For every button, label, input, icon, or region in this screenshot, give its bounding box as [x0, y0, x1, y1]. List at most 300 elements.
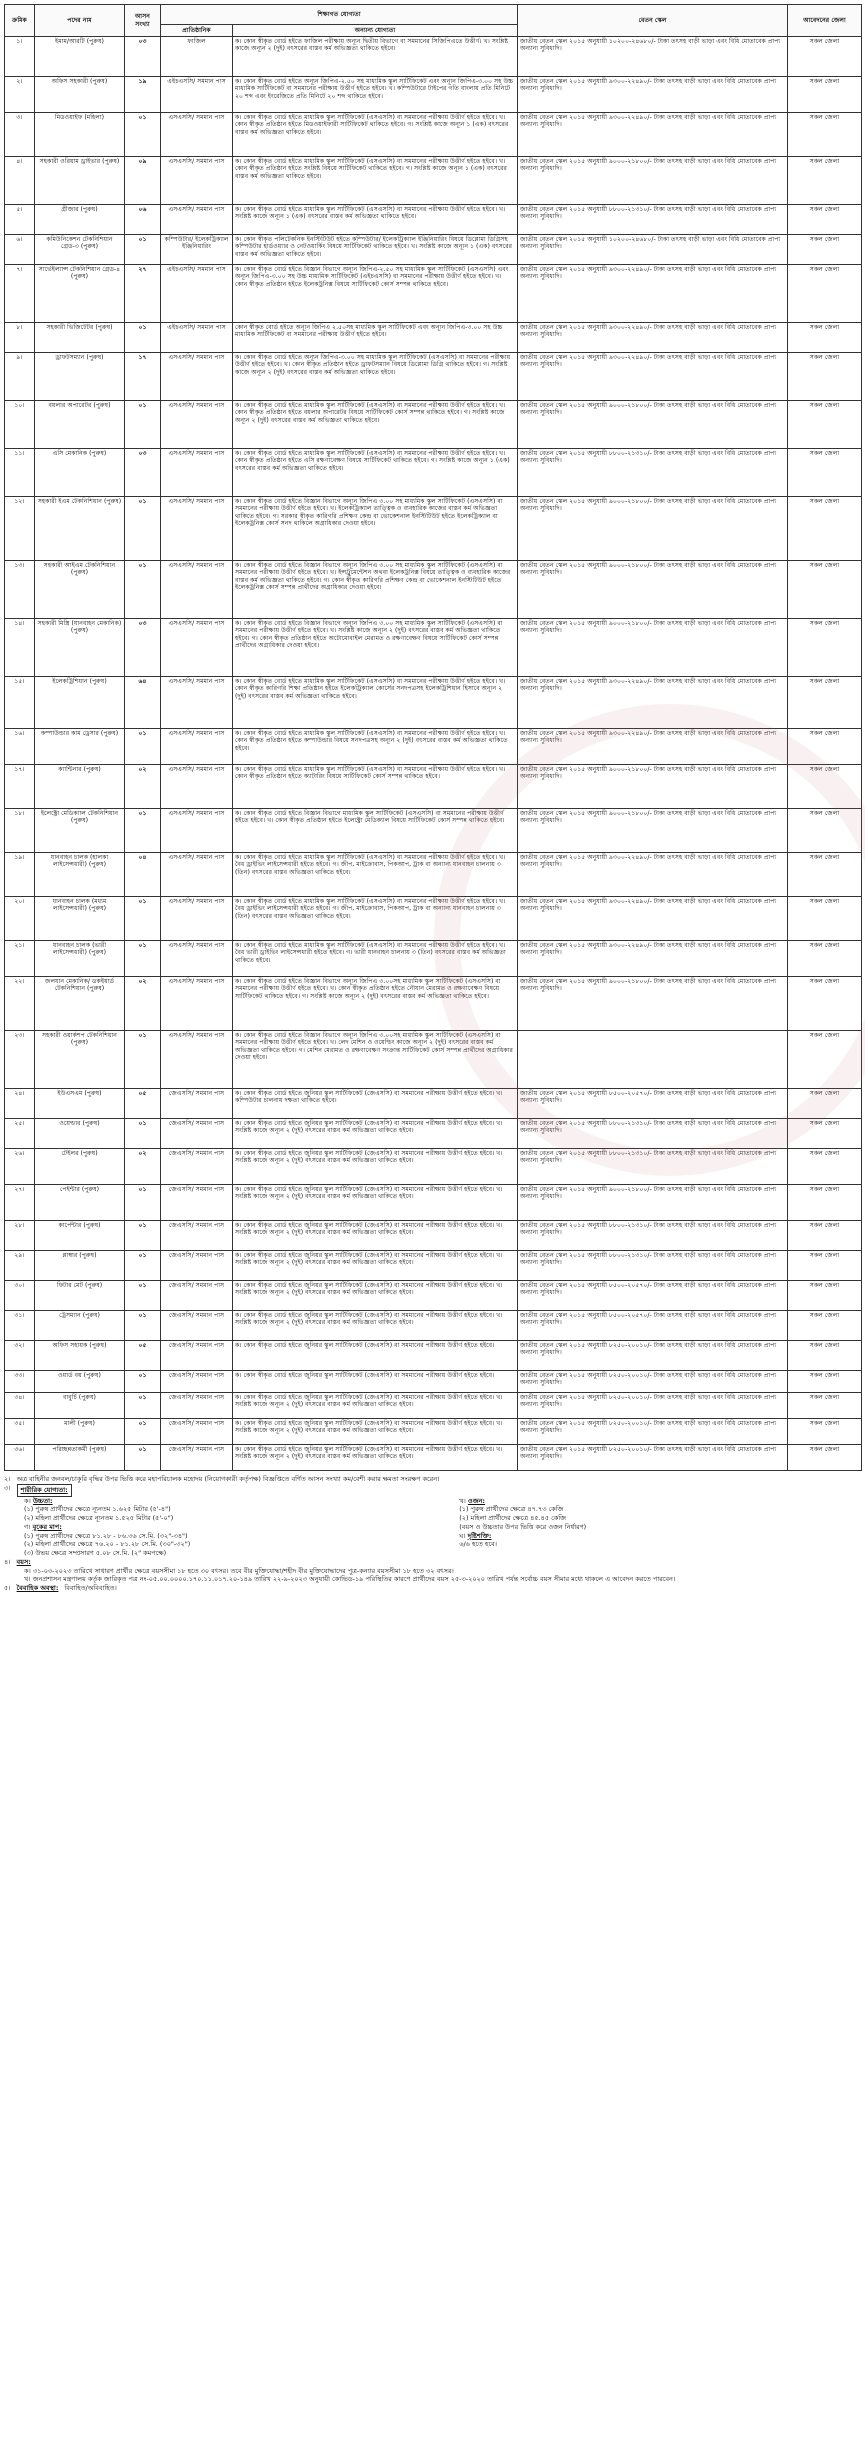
cell-institutional: এসএসসি/ সমমান পাস: [161, 729, 233, 765]
cell-district: সকল জেলা: [788, 1251, 862, 1281]
recruitment-table: [4, 4, 862, 1471]
cell-post-name: এসি মেকানিক (পুরুষ): [35, 449, 125, 497]
height-title: উচ্চতা:: [32, 1496, 53, 1505]
table-row: [5, 1251, 862, 1281]
table-row: [5, 235, 862, 265]
cell-institutional: এসএসসি/ সমমান পাস: [161, 677, 233, 729]
cell-other-qualification: ক। কোন স্বীকৃত বোর্ড হইতে মাধ্যমিক স্কুল সার্টিফিকেট (এসএসসি) বা সমমানের পরীক্ষায় উত্তীর্ণ হইতে হইবে। খ। কোন স্বীকৃত প্রতিষ্ঠান হইতে কম্পাউন্ডার বিষয়ে সনদপত্রসহ অন্যূন ২ (দুই) বৎসরের বাস্তব কর্ম অভিজ্ঞতা থাকিতে হইবে।: [233, 729, 518, 765]
table-row: [5, 1371, 862, 1393]
cell-seats: ০১: [125, 113, 161, 157]
cell-other-qualification: কোন স্বীকৃত বোর্ড হইতে অন্যূন জিপিএ ২.৫০সহ মাধ্যমিক স্কুল সার্টিফিকেট এবং অন্যূন জিপিএ-৩.০০ সহ উচ্চ মাধ্যমিক সার্টিফিকেট বা সমমানের পরীক্ষায় উত্তীর্ণ হইতে হইবে।: [233, 323, 518, 353]
weight-title: ওজন:: [467, 1496, 486, 1505]
physical-grid: ক। উচ্চতা: (১) পুরুষ প্রার্থীদের ক্ষেত্রে ন্যূনতম ১.৬২৫ মিটার (৫'-৪") (২) মহিলা প্রার্থীদের ক্ষেত্রে ন্যূনতম ১.৫২৫ মিটার (৫'-০") গ। বুকের মাপ: (১) পুরুষ প্রার্থীদের ক্ষেত্রে ৮১.২৮ - ৮৬.৩৬ সে.মি. (৩২"-৩৪") (২) মহিলা প্রার্থীদের ক্ষেত্রে ৭৬.২০ - ৮১.২৮ সে.মি. (৩০"-৩২") (৩) উভয় ক্ষেত্রে সম্প্রসারণ ৫.০৮ সে.মি. (২" কমপক্ষে) খ। ওজন: (১) পুরুষ প্রার্থীদের ক্ষেত্রে ৪৭.৭৩ কেজি (২) মহিলা প্রার্থীদের ক্ষেত্রে ৪৫.৪৫ কেজি (বয়স ও উচ্চতার উপর ভিত্তি করে ওজন নির্ধারণ) ঘ। দৃষ্টিশক্তি: ৬/৬ হতে হবে।: [24, 1496, 587, 1558]
cell-institutional: জেএসসি/ সমমান পাস: [161, 1311, 233, 1341]
cell-post-name: প্লাম্বার (পুরুষ): [35, 1251, 125, 1281]
age-title: বয়স:: [16, 1557, 31, 1566]
cell-seats: ০১: [125, 1281, 161, 1311]
cell-other-qualification: ক। কোন স্বীকৃত বোর্ড হইতে জুনিয়র স্কুল সার্টিফিকেট (জেএসসি) বা সমমানের পরীক্ষায় উত্তীর্ণ হইতে হইবে। খ। সংশ্লিষ্ট কাজে অন্যূন ২ (দুই) বৎসরের বাস্তব কর্ম অভিজ্ঞতা থাকিতে হইবে।: [233, 1419, 518, 1445]
cell-serial: ১১।: [5, 449, 35, 497]
cell-pay-scale: জাতীয় বেতন স্কেল ২০১৫ অনুযায়ী ৮৮০০-২১৩১০/- টাকা তৎসহ বাড়ী ভাড়া এবং বিধি মোতাবেক প্রাপ্য অন্যান্য সুবিধাদি।: [518, 205, 788, 235]
cell-institutional: এসএসসি/ সমমান পাস: [161, 497, 233, 561]
chest-title: বুকের মাপ:: [32, 1522, 62, 1531]
cell-seats: ০১: [125, 1221, 161, 1251]
cell-other-qualification: ক। কোন স্বীকৃত বোর্ড হইতে জুনিয়র স্কুল সার্টিফিকেট (জেএসসি) বা সমমানের পরীক্ষায় উত্তীর্ণ হইতে হইবে।: [233, 1371, 518, 1393]
cell-district: সকল জেলা: [788, 729, 862, 765]
cell-other-qualification: ক। কোন স্বীকৃত বোর্ড হইতে জুনিয়র স্কুল সার্টিফিকেট (জেএসসি) বা সমমানের পরীক্ষায় উত্তীর্ণ হইতে হইবে। খ। সংশ্লিষ্ট কাজে অন্যূন ২ (দুই) বৎসরের বাস্তব কর্ম অভিজ্ঞতা থাকিতে হইবে।: [233, 1281, 518, 1311]
cell-other-qualification: ক। কোন স্বীকৃত বোর্ড হইতে জুনিয়র স্কুল সার্টিফিকেট (জেএসসি) বা সমমানের পরীক্ষায় উত্তীর্ণ হইতে হইবে।: [233, 1341, 518, 1371]
cell-serial: ৩৬।: [5, 1445, 35, 1471]
cell-district: সকল জেলা: [788, 1281, 862, 1311]
cell-serial: ২১।: [5, 941, 35, 977]
cell-other-qualification: ক। কোন স্বীকৃত বোর্ড হইতে বিজ্ঞান বিভাগে অন্যূন জিপিএ ৩.০০ সহ মাধ্যমিক স্কুল সার্টিফিকেট (এসএসসি) বা সমমানের পরীক্ষায় উত্তীর্ণ হইতে হইবে। খ। সংশ্লিষ্ট কাজে অন্যূন ২ (দুই) বৎসরের বাস্তব কর্ম অভিজ্ঞতা থাকিতে হইবে। গ। কোন স্বীকৃত প্রতিষ্ঠান হইতে অটোমোবাইল মেরামত ও রক্ষণাবেক্ষণ বিষয়ে সার্টিফিকেট কোর্স সম্পন্ন প্রার্থীদের অগ্রাধিকার দেওয়া হইবে।: [233, 619, 518, 677]
cell-pay-scale: জাতীয় বেতন স্কেল ২০১৫ অনুযায়ী ৯৩০০-২২৪৯০/- টাকা তৎসহ বাড়ী ভাড়া এবং বিধি মোতাবেক প্রাপ্য অন্যান্য সুবিধাদি।: [518, 77, 788, 113]
cell-seats: ০১: [125, 1371, 161, 1393]
cell-seats: ০১: [125, 401, 161, 449]
note-2: ২। অত্র বাহিনীর জনবল/চাকুরি বৃদ্ধির উপর ভিত্তি করে মহাপরিচালক মহোদয় (নিয়োগকারী কর্তৃপক্ষ) বিজ্ঞপ্তিতে বর্ণিত আসন সংখ্যা কম/বেশী করার ক্ষমতা সংরক্ষণ করেন।: [4, 1475, 440, 1483]
cell-district: সকল জেলা: [788, 205, 862, 235]
cell-institutional: এসএসসি/ সমমান পাস: [161, 809, 233, 853]
table-row: [5, 1185, 862, 1221]
cell-district: সকল জেলা: [788, 1445, 862, 1471]
table-row: [5, 809, 862, 853]
cell-seats: ০৩: [125, 619, 161, 677]
cell-post-name: ক্যান্টিনার (পুরুষ): [35, 765, 125, 809]
cell-institutional: এসএসসি/ সমমান পাস: [161, 561, 233, 619]
cell-seats: ০১: [125, 323, 161, 353]
cell-post-name: পরিচ্ছন্নতাকর্মী (পুরুষ): [35, 1445, 125, 1471]
cell-other-qualification: ক। কোন স্বীকৃত বোর্ড হইতে মাধ্যমিক স্কুল সার্টিফিকেট (এসএসসি) বা সমমানের পরীক্ষায় উত্তীর্ণ হইতে হইবে। খ। সংশ্লিষ্ট কাজে অন্যূন ১ (এক) বৎসরের বাস্তব কর্ম অভিজ্ঞতা থাকিতে হইবে।: [233, 205, 518, 235]
cell-pay-scale: জাতীয় বেতন স্কেল ২০১৫ অনুযায়ী ৮৫০০-২০৫৭০/- টাকা তৎসহ বাড়ী ভাড়া এবং বিধি মোতাবেক প্রাপ্য অন্যান্য সুবিধাদি।: [518, 1311, 788, 1341]
cell-pay-scale: জাতীয় বেতন স্কেল ২০১৫ অনুযায়ী ৯৩০০-২২৪৯০/- টাকা তৎসহ বাড়ী ভাড়া এবং বিধি মোতাবেক প্রাপ্য অন্যান্য সুবিধাদি।: [518, 113, 788, 157]
cell-district: সকল জেলা: [788, 1341, 862, 1371]
cell-serial: ৬।: [5, 235, 35, 265]
cell-seats: ০৬: [125, 205, 161, 235]
table-row: [5, 765, 862, 809]
cell-other-qualification: ক। কোন স্বীকৃত বোর্ড হইতে অন্যূন জিপিএ-৩.০০ সহ মাধ্যমিক স্কুল সার্টিফিকেট (এসএসসি) বা সমমানের পরীক্ষায় উত্তীর্ণ হইতে হইবে। খ। কোন স্বীকৃত প্রতিষ্ঠান হইতে ড্রাফটসম্যান বিষয়ে ডিপ্লোমা ডিগ্রি থাকিতে হইবে। গ। সংশ্লিষ্ট কাজে অন্যূন ২ (দুই) বৎসরের বাস্তব কর্ম অভিজ্ঞতা থাকিতে হইবে।: [233, 353, 518, 401]
table-row: [5, 1281, 862, 1311]
cell-district: সকল জেলা: [788, 113, 862, 157]
cell-other-qualification: ক। কোন স্বীকৃত বোর্ড হইতে মাধ্যমিক স্কুল সার্টিফিকেট (এসএসসি) বা সমমানের পরীক্ষায় উত্তীর্ণ হইতে হইবে। খ। বৈধ ড্রাইভিং লাইসেন্সধারী হইতে হইবে। গ। জীপ, মাইক্রোবাস, পিকআপ, ট্রাক বা অন্যান্য যানবাহন চালনায় ৩ (তিন) বৎসরের বাস্তব অভিজ্ঞতা থাকিতে হইবে।: [233, 897, 518, 941]
cell-district: সকল জেলা: [788, 37, 862, 77]
table-row: [5, 113, 862, 157]
cell-pay-scale: জাতীয় বেতন স্কেল ২০১৫ অনুযায়ী ৮২৫০-২০০১০/- টাকা তৎসহ বাড়ী ভাড়া এবং বিধি মোতাবেক প্রাপ্য অন্যান্য সুবিধাদি।: [518, 1371, 788, 1393]
cell-serial: ১২।: [5, 497, 35, 561]
cell-post-name: কার্পেন্টার (পুরুষ): [35, 1221, 125, 1251]
header-seats: আসন সংখ্যা: [125, 5, 161, 37]
cell-district: সকল জেলা: [788, 809, 862, 853]
cell-institutional: জেএসসি/ সমমান পাস: [161, 1281, 233, 1311]
table-row: [5, 897, 862, 941]
cell-seats: ০১: [125, 1031, 161, 1089]
cell-other-qualification: ক। কোন স্বীকৃত বোর্ড হইতে জুনিয়র স্কুল সার্টিফিকেট (জেএসসি) বা সমমানের পরীক্ষায় উত্তীর্ণ হইতে হইবে। খ। সংশ্লিষ্ট কাজে অন্যূন ২ (দুই) বৎসরের বাস্তব কর্ম অভিজ্ঞতা থাকিতে হইবে।: [233, 1251, 518, 1281]
cell-serial: ৩।: [5, 113, 35, 157]
cell-pay-scale: জাতীয় বেতন স্কেল ২০১৫ অনুযায়ী ৮৮০০-২১৩১০/- টাকা তৎসহ বাড়ী ভাড়া এবং বিধি মোতাবেক প্রাপ্য অন্যান্য সুবিধাদি।: [518, 1119, 788, 1149]
cell-institutional: এসএসসি/ সমমান পাস: [161, 897, 233, 941]
cell-pay-scale: জাতীয় বেতন স্কেল ২০১৫ অনুযায়ী ৮২৫০-২০০১০/- টাকা তৎসহ বাড়ী ভাড়া এবং বিধি মোতাবেক প্রাপ্য অন্যান্য সুবিধাদি।: [518, 1393, 788, 1419]
table-row: [5, 1341, 862, 1371]
table-row: [5, 1221, 862, 1251]
cell-post-name: কমিউনিকেশন টেকনিশিয়ান গ্রেড-৩ (পুরুষ): [35, 235, 125, 265]
cell-other-qualification: ক। কোন স্বীকৃত বোর্ড হইতে মাধ্যমিক স্কুল সার্টিফিকেট (এসএসসি) বা সমমানের পরীক্ষায় উত্তীর্ণ হইতে হইবে। খ। বৈধ ভারী ড্রাইভিং লাইসেন্সধারী হইতে হইবে। গ। ভারী যানবাহন চালনায় ৩ (তিন) বৎসরের বাস্তব কর্ম অভিজ্ঞতা থাকিতে হইবে।: [233, 941, 518, 977]
cell-district: সকল জেলা: [788, 1371, 862, 1393]
cell-institutional: এসএসসি/ সমমান পাস: [161, 205, 233, 235]
cell-institutional: এসএসসি/ সমমান পাস: [161, 977, 233, 1031]
cell-pay-scale: জাতীয় বেতন স্কেল ২০১৫ অনুযায়ী ৯৩০০-২২৪৯০/- টাকা তৎসহ বাড়ী ভাড়া এবং বিধি মোতাবেক প্রাপ্য অন্যান্য সুবিধাদি।: [518, 323, 788, 353]
header-district: আবেদনের জেলা: [788, 5, 862, 37]
cell-post-name: সহকারী মিস্ত্রি (যানবাহন মেকানিক) (পুরুষ): [35, 619, 125, 677]
cell-other-qualification: ক। কোন স্বীকৃত বোর্ড হইতে জুনিয়র স্কুল সার্টিফিকেট (জেএসসি) বা সমমানের পরীক্ষায় উত্তীর্ণ হইতে হইবে। খ। সংশ্লিষ্ট কাজে অন্যূন ২ (দুই) বৎসরের বাস্তব কর্ম অভিজ্ঞতা থাকিতে হইবে।: [233, 1119, 518, 1149]
cell-pay-scale: জাতীয় বেতন স্কেল ২০১৫ অনুযায়ী ৮২৫০-২০০১০/- টাকা তৎসহ বাড়ী ভাড়া এবং বিধি মোতাবেক প্রাপ্য অন্যান্য সুবিধাদি।: [518, 1445, 788, 1471]
cell-other-qualification: ক। কোন স্বীকৃত বোর্ড হইতে মাধ্যমিক স্কুল সার্টিফিকেট (এসএসসি) বা সমমানের পরীক্ষায় উত্তীর্ণ হইতে হইবে। খ। কোন স্বীকৃত কারিগরি শিক্ষা প্রতিষ্ঠান হইতে ইলেকট্রিক্যাল কোর্সের সনদপত্রসহ ইলেকট্রিশিয়ান হিসাবে অন্যূন ২ (দুই) বৎসরের বাস্তব কর্ম অভিজ্ঞতা থাকিতে হইবে।: [233, 677, 518, 729]
cell-post-name: ফিটার মেট (পুরুষ): [35, 1281, 125, 1311]
cell-pay-scale: জাতীয় বেতন স্কেল ২০১৫ অনুযায়ী ৯০০০-২১৮০০/- টাকা তৎসহ বাড়ী ভাড়া এবং বিধি মোতাবেক প্রাপ্য অন্যান্য সুবিধাদি।: [518, 765, 788, 809]
cell-post-name: সহকারী আইএম টেকনিশিয়ান (পুরুষ): [35, 561, 125, 619]
cell-serial: ৮।: [5, 323, 35, 353]
cell-serial: ১৬।: [5, 729, 35, 765]
cell-pay-scale: জাতীয় বেতন স্কেল ২০১৫ অনুযায়ী ৯৩০০-২২৪৯০/- টাকা তৎসহ বাড়ী ভাড়া এবং বিধি মোতাবেক প্রাপ্য অন্যান্য সুবিধাদি।: [518, 897, 788, 941]
cell-post-name: গ্রীজার (পুরুষ): [35, 205, 125, 235]
cell-district: সকল জেলা: [788, 235, 862, 265]
cell-post-name: সহকারী ভিজিটেটর (পুরুষ): [35, 323, 125, 353]
cell-post-name: পেইন্টার (পুরুষ): [35, 1185, 125, 1221]
cell-serial: ৩৪।: [5, 1393, 35, 1419]
cell-serial: ১৩।: [5, 561, 35, 619]
cell-other-qualification: ক। কোন স্বীকৃত বোর্ড হইতে জুনিয়র স্কুল সার্টিফিকেট (জেএসসি) বা সমমানের পরীক্ষায় উত্তীর্ণ হইতে হইবে। খ। সংশ্লিষ্ট কাজে অন্যূন ২ (দুই) বৎসরের বাস্তব কর্ম অভিজ্ঞতা থাকিতে হইবে।: [233, 1393, 518, 1419]
table-row: [5, 1119, 862, 1149]
cell-district: সকল জেলা: [788, 401, 862, 449]
cell-pay-scale: জাতীয় বেতন স্কেল ২০১৫ অনুযায়ী ৯০০০-২১৮০০/- টাকা তৎসহ বাড়ী ভাড়া এবং বিধি মোতাবেক প্রাপ্য অন্যান্য সুবিধাদি।: [518, 1185, 788, 1221]
cell-seats: ২৭: [125, 265, 161, 323]
cell-institutional: এসএসসি/ সমমান পাস: [161, 401, 233, 449]
cell-district: সকল জেলা: [788, 497, 862, 561]
cell-other-qualification: ক। কোন স্বীকৃত বোর্ড হইতে বিজ্ঞান বিভাগে অন্যূন জিপিএ ৩.০০ সহ মাধ্যমিক স্কুল সার্টিফিকেট (এসএসসি) বা সমমানের পরীক্ষায় উত্তীর্ণ হইতে হইবে। খ। ইলেকট্রিক্যাল তাত্ত্বিক ও ব্যবহারিক কাজের বাস্তব কর্ম অভিজ্ঞতা থাকিতে হইবে। গ। সরকার স্বীকৃত কারিগরি প্রশিক্ষণ কেন্দ্র বা ভোকেশনাল ইনস্টিটিউট হইতে ইলেকট্রিক্যাল বা ইলেকট্রনিক্স কোর্স সনদ থাকিলে অগ্রাধিকার দেওয়া হইবে।: [233, 497, 518, 561]
cell-post-name: ওয়েল্ডার (পুরুষ): [35, 1119, 125, 1149]
cell-post-name: ড্রাফটসম্যান (পুরুষ): [35, 353, 125, 401]
cell-institutional: জেএসসি/ সমমান পাস: [161, 1393, 233, 1419]
cell-pay-scale: জাতীয় বেতন স্কেল ২০১৫ অনুযায়ী ৮৫০০-২০৫৭০/- টাকা তৎসহ বাড়ী ভাড়া এবং বিধি মোতাবেক প্রাপ্য অন্যান্য সুবিধাদি।: [518, 1089, 788, 1119]
cell-pay-scale: জাতীয় বেতন স্কেল ২০১৫ অনুযায়ী ৮৮০০-২১৩১০/- টাকা তৎসহ বাড়ী ভাড়া এবং বিধি মোতাবেক প্রাপ্য অন্যান্য সুবিধাদি।: [518, 1251, 788, 1281]
cell-pay-scale: জাতীয় বেতন স্কেল ২০১৫ অনুযায়ী ৯০০০-২১৮০০/- টাকা তৎসহ বাড়ী ভাড়া এবং বিধি মোতাবেক প্রাপ্য অন্যান্য সুবিধাদি।: [518, 157, 788, 205]
cell-institutional: জেএসসি/ সমমান পাস: [161, 1419, 233, 1445]
cell-seats: ০১: [125, 729, 161, 765]
cell-serial: ২৬।: [5, 1149, 35, 1185]
cell-institutional: জেএসসি/ সমমান পাস: [161, 1089, 233, 1119]
table-row: [5, 977, 862, 1031]
cell-pay-scale: জাতীয় বেতন স্কেল ২০১৫ অনুযায়ী ৮৫০০-২০৫৭০/- টাকা তৎসহ বাড়ী ভাড়া এবং বিধি মোতাবেক প্রাপ্য অন্যান্য সুবিধাদি।: [518, 1281, 788, 1311]
table-row: [5, 37, 862, 77]
cell-other-qualification: ক। কোন স্বীকৃত বোর্ড হইতে জুনিয়র স্কুল সার্টিফিকেট (জেএসসি) বা সমমানের পরীক্ষায় উত্তীর্ণ হইতে হইবে। খ। সংশ্লিষ্ট কাজে অন্যূন ২ (দুই) বৎসরের বাস্তব কর্ম অভিজ্ঞতা থাকিতে হইবে।: [233, 1445, 518, 1471]
cell-pay-scale: জাতীয় বেতন স্কেল ২০১৫ অনুযায়ী ৯০০০-২১৮০০/- টাকা তৎসহ বাড়ী ভাড়া এবং বিধি মোতাবেক প্রাপ্য অন্যান্য সুবিধাদি।: [518, 497, 788, 561]
cell-serial: ১৪।: [5, 619, 35, 677]
cell-institutional: এসএসসি/ সমমান পাস: [161, 765, 233, 809]
notes-section: ২। অত্র বাহিনীর জনবল/চাকুরি বৃদ্ধির উপর ভিত্তি করে মহাপরিচালক মহোদয় (নিয়োগকারী কর্তৃপক্ষ) বিজ্ঞপ্তিতে বর্ণিত আসন সংখ্যা কম/বেশী করার ক্ষমতা সংরক্ষণ করেন। ৩। শারীরিক যোগ্যতা: ক। উচ্চতা: (১) পুরুষ প্রার্থীদের ক্ষেত্রে ন্যূনতম ১.৬২৫ মিটার (৫'-৪") (২) মহিলা প্রার্থীদের ক্ষেত্রে ন্যূনতম ১.৫২৫ মিটার (৫'-০") গ। বুকের মাপ: (১) পুরুষ প্রার্থীদের ক্ষেত্রে ৮১.২৮ - ৮৬.৩৬ সে.মি. (৩২"-৩৪") (২) মহিলা প্রার্থীদের ক্ষেত্রে ৭৬.২০ - ৮১.২৮ সে.মি. (৩০"-৩২") (৩) উভয় ক্ষেত্রে সম্প্রসারণ ৫.০৮ সে.মি. (২" কমপক্ষে) খ। ওজন: (১) পুরুষ প্রার্থীদের ক্ষেত্রে ৪৭.৭৩ কেজি (২) মহিলা প্রার্থীদের ক্ষেত্রে ৪৫.৪৫ কেজি (বয়স ও উচ্চতার উপর ভিত্তি করে ওজন নির্ধারণ) ঘ। দৃষ্টিশক্তি: ৬/৬ হতে হবে। ৪। বয়স: ক। ৩১-০৩-২০২৩ তারিখে সাধারণ প্রার্থীর ক্ষেত্রে বয়সসীমা ১৮ হতে ৩০ বৎসর। তবে বীর মুক্তিযোদ্ধা/শহীদ বীর মুক্তিযোদ্ধাদের পুত্র-কন্যার বয়সসীমা ১৮ হতে ৩২ বৎসর। খ। জনপ্রশাসন মন্ত্রণালয় কর্তৃক জারিকৃত পত্র নং-০৫.০০.০০০০.১৭০.১১.০১৭.২০-১৪৯ তারিখ ২২-৯-২০২৩ অনুযায়ী কোভিড-১৯ পরিস্থিতির কারণে প্রার্থীদের বয়স ২৫-৩-২০২০ তারিখ পর্যন্ত সর্বোচ্চ বয়স সীমার মধ্যে থাকলে এ আবেদন করতে পারবেন। ৫। বৈবাহিক অবস্থা: বিবাহিত/অবিবাহিত।: [4, 1475, 861, 1593]
cell-post-name: ইলেকট্রিশিয়ান (পুরুষ): [35, 677, 125, 729]
cell-serial: ৩৩।: [5, 1371, 35, 1393]
cell-post-name: ট্রেসম্যান (পুরুষ): [35, 1311, 125, 1341]
cell-seats: ১৭: [125, 353, 161, 401]
cell-serial: ২।: [5, 77, 35, 113]
cell-post-name: মিডওয়াইফ (মহিলা): [35, 113, 125, 157]
cell-district: সকল জেলা: [788, 353, 862, 401]
cell-pay-scale: জাতীয় বেতন স্কেল ২০১৫ অনুযায়ী ১০২০০-২৪৬৮০/- টাকা তৎসহ বাড়ী ভাড়া এবং বিধি মোতাবেক প্রাপ্য অন্যান্য সুবিধাদি।: [518, 235, 788, 265]
cell-seats: ০১: [125, 1393, 161, 1419]
cell-post-name: সহকারী ওরিয়াম ড্রাইভার (পুরুষ): [35, 157, 125, 205]
cell-seats: ০১: [125, 941, 161, 977]
cell-institutional: এইচএসসি/ সমমান পাস: [161, 265, 233, 323]
cell-serial: ১৮।: [5, 809, 35, 853]
cell-institutional: এসএসসি/ সমমান পাস: [161, 157, 233, 205]
table-row: [5, 1031, 862, 1089]
table-row: [5, 323, 862, 353]
cell-district: সকল জেলা: [788, 77, 862, 113]
cell-institutional: এসএসসি/ সমমান পাস: [161, 353, 233, 401]
cell-post-name: ইউএসএম (পুরুষ): [35, 1089, 125, 1119]
cell-seats: ০৯: [125, 157, 161, 205]
cell-institutional: জেএসসি/ সমমান পাস: [161, 1185, 233, 1221]
cell-post-name: বাবুর্চি (পুরুষ): [35, 1393, 125, 1419]
cell-seats: ১৯: [125, 77, 161, 113]
cell-institutional: এসএসসি/ সমমান পাস: [161, 941, 233, 977]
cell-other-qualification: ক। কোন স্বীকৃত বোর্ড হইতে বিজ্ঞান বিভাগে অন্যূন জিপিএ-২.৫০ সহ মাধ্যমিক স্কুল সার্টিফিকেট (এসএসসি) এবং অন্যূন জিপিএ-৩.০০ সহ উচ্চ মাধ্যমিক সার্টিফিকেট (এইচএসসি) বা সমমানের পরীক্ষায় উত্তীর্ণ হইতে হইবে। খ। কোন স্বীকৃত প্রতিষ্ঠান হইতে ইলেকট্রনিক্স বিষয়ে সার্টিফিকেট কোর্স সম্পন্ন থাকিতে হইবে।: [233, 265, 518, 323]
cell-serial: ১৭।: [5, 765, 35, 809]
cell-pay-scale: জাতীয় বেতন স্কেল ২০১৫ অনুযায়ী ৯০০০-২১৮০০/- টাকা তৎসহ বাড়ী ভাড়া এবং বিধি মোতাবেক প্রাপ্য অন্যান্য সুবিধাদি।: [518, 809, 788, 853]
table-row: [5, 401, 862, 449]
cell-district: সকল জেলা: [788, 1185, 862, 1221]
physical-title: শারীরিক যোগ্যতা:: [17, 1484, 72, 1497]
table-row: [5, 619, 862, 677]
cell-post-name: অফিস সহায়ক (পুরুষ): [35, 1341, 125, 1371]
cell-other-qualification: ক। কোন স্বীকৃত বোর্ড হইতে অন্যূন জিপিএ-২.৫০ সহ মাধ্যমিক স্কুল সার্টিফিকেট এবং অন্যূন জিপিএ-৩.০০ সহ উচ্চ মাধ্যমিক সার্টিফিকেট বা সমমানের পরীক্ষায় উত্তীর্ণ হইতে হইবে। খ। কম্পিউটারে টাইপের গতি বাংলায় প্রতি মিনিটে ২০ শব্দ এবং ইংরেজিতে প্রতি মিনিটে ২০ শব্দ থাকিতে হইবে।: [233, 77, 518, 113]
cell-serial: ২০।: [5, 897, 35, 941]
cell-district: সকল জেলা: [788, 1119, 862, 1149]
cell-seats: ০৫: [125, 1089, 161, 1119]
cell-seats: ০৪: [125, 853, 161, 897]
cell-serial: ২৫।: [5, 1119, 35, 1149]
cell-pay-scale: জাতীয় বেতন স্কেল ২০১৫ অনুযায়ী ৯৩০০-২২৪৯০/- টাকা তৎসহ বাড়ী ভাড়া এবং বিধি মোতাবেক প্রাপ্য অন্যান্য সুবিধাদি।: [518, 853, 788, 897]
cell-serial: ১।: [5, 37, 35, 77]
cell-seats: ০১: [125, 1251, 161, 1281]
cell-district: সকল জেলা: [788, 1031, 862, 1089]
cell-institutional: জেএসসি/ সমমান পাস: [161, 1149, 233, 1185]
table-row: [5, 77, 862, 113]
cell-district: সকল জেলা: [788, 561, 862, 619]
table-row: [5, 677, 862, 729]
cell-pay-scale: জাতীয় বেতন স্কেল ২০১৫ অনুযায়ী ৮৮০০-২১৩১০/- টাকা তৎসহ বাড়ী ভাড়া এবং বিধি মোতাবেক প্রাপ্য অন্যান্য সুবিধাদি।: [518, 1221, 788, 1251]
cell-post-name: জলযান মেকানিক/ ডকইয়ার্ড টেকনিশিয়ান (পুরুষ): [35, 977, 125, 1031]
cell-seats: ০১: [125, 1419, 161, 1445]
cell-post-name: কম্পাউন্ডার কাম ড্রেসার (পুরুষ): [35, 729, 125, 765]
cell-institutional: জেএসসি/ সমমান পাস: [161, 1119, 233, 1149]
cell-serial: ৪।: [5, 157, 35, 205]
table-row: [5, 1419, 862, 1445]
cell-district: সকল জেলা: [788, 941, 862, 977]
cell-post-name: মালী (পুরুষ): [35, 1419, 125, 1445]
cell-district: সকল জেলা: [788, 1311, 862, 1341]
cell-seats: ০১: [125, 809, 161, 853]
cell-institutional: এসএসসি/ সমমান পাস: [161, 1031, 233, 1089]
cell-district: সকল জেলা: [788, 1393, 862, 1419]
cell-other-qualification: ক। কোন স্বীকৃত বোর্ড হইতে মাধ্যমিক স্কুল সার্টিফিকেট (এসএসসি) বা সমমানের পরীক্ষায় উত্তীর্ণ হইতে হইবে। খ। কোন স্বীকৃত প্রতিষ্ঠান হইতে সংশ্লিষ্ট বিষয়ে সার্টিফিকেট থাকিতে হইবে। গ। সংশ্লিষ্ট কাজে অন্যূন ১ (এক) বৎসরের বাস্তব কর্ম অভিজ্ঞতা থাকিতে হইবে।: [233, 157, 518, 205]
cell-pay-scale: জাতীয় বেতন স্কেল ২০১৫ অনুযায়ী ৯০০০-২১৮০০/- টাকা তৎসহ বাড়ী ভাড়া এবং বিধি মোতাবেক প্রাপ্য অন্যান্য সুবিধাদি।: [518, 977, 788, 1031]
cell-post-name: সহকারী ওয়ার্কশপ টেকনিশিয়ান (পুরুষ): [35, 1031, 125, 1089]
cell-pay-scale: জাতীয় বেতন স্কেল ২০১৫ অনুযায়ী ৯০০০-২১৮০০/- টাকা তৎসহ বাড়ী ভাড়া এবং বিধি মোতাবেক প্রাপ্য অন্যান্য সুবিধাদি।: [518, 561, 788, 619]
cell-post-name: ইমাম/আরটি (পুরুষ): [35, 37, 125, 77]
note-4: ৪। বয়স:: [4, 1557, 31, 1566]
cell-post-name: যানবাহন চালক (মধ্যম লাইসেন্সধারী) (পুরুষ): [35, 897, 125, 941]
marital-title: বৈবাহিক অবস্থা:: [16, 1584, 59, 1593]
cell-district: সকল জেলা: [788, 897, 862, 941]
cell-district: সকল জেলা: [788, 157, 862, 205]
cell-serial: ৩০।: [5, 1281, 35, 1311]
cell-other-qualification: ক। কোন স্বীকৃত বোর্ড হইতে মাধ্যমিক স্কুল সার্টিফিকেট (এসএসসি) বা সমমানের পরীক্ষায় উত্তীর্ণ হইতে হইবে। খ। কোন স্বীকৃত প্রতিষ্ঠান হইতে ক্যাটারিং বিষয়ে সার্টিফিকেট কোর্স সম্পন্ন থাকিতে হইবে।: [233, 765, 518, 809]
cell-seats: ০১: [125, 1119, 161, 1149]
cell-district: সকল জেলা: [788, 1419, 862, 1445]
cell-institutional: কম্পিউটার/ ইলেকট্রিক্যাল ইঞ্জিনিয়ারিং: [161, 235, 233, 265]
cell-pay-scale: [518, 1031, 788, 1089]
cell-serial: ২৪।: [5, 1089, 35, 1119]
cell-pay-scale: জাতীয় বেতন স্কেল ২০১৫ অনুযায়ী ৮৮০০-২১৩১০/- টাকা তৎসহ বাড়ী ভাড়া এবং বিধি মোতাবেক প্রাপ্য অন্যান্য সুবিধাদি।: [518, 1149, 788, 1185]
cell-serial: ৩৫।: [5, 1419, 35, 1445]
cell-post-name: বয়লার অপারেটর (পুরুষ): [35, 401, 125, 449]
cell-seats: ০৩: [125, 449, 161, 497]
cell-district: সকল জেলা: [788, 677, 862, 729]
table-body: [5, 37, 862, 1471]
cell-post-name: টেইলর (পুরুষ): [35, 1149, 125, 1185]
cell-seats: ০১: [125, 1311, 161, 1341]
cell-other-qualification: ক। কোন স্বীকৃত বোর্ড হইতে বিজ্ঞান বিভাগে মাধ্যমিক স্কুল সার্টিফিকেট (এসএসসি) বা সমমানের পরীক্ষায় উত্তীর্ণ হইতে হইবে। খ। কোন স্বীকৃত প্রতিষ্ঠান হইতে ইলেক্ট্রো মেডিক্যাল বিষয়ে সার্টিফিকেট কোর্স সম্পন্ন থাকিতে হইবে।: [233, 809, 518, 853]
cell-district: সকল জেলা: [788, 1149, 862, 1185]
cell-seats: ০১: [125, 235, 161, 265]
cell-institutional: জেএসসি/ সমমান পাস: [161, 1251, 233, 1281]
cell-institutional: এসএসসি/ সমমান পাস: [161, 449, 233, 497]
cell-pay-scale: জাতীয় বেতন স্কেল ২০১৫ অনুযায়ী ৯৩০০-২২৪৯০/- টাকা তৎসহ বাড়ী ভাড়া এবং বিধি মোতাবেক প্রাপ্য অন্যান্য সুবিধাদি।: [518, 941, 788, 977]
cell-institutional: এসএসসি/ সমমান পাস: [161, 113, 233, 157]
table-row: [5, 449, 862, 497]
table-row: [5, 1311, 862, 1341]
table-row: [5, 561, 862, 619]
cell-district: সকল জেলা: [788, 449, 862, 497]
cell-serial: ২৭।: [5, 1185, 35, 1221]
cell-pay-scale: জাতীয় বেতন স্কেল ২০১৫ অনুযায়ী ৮৮০০-২১৩১০/- টাকা তৎসহ বাড়ী ভাড়া এবং বিধি মোতাবেক প্রাপ্য অন্যান্য সুবিধাদি।: [518, 449, 788, 497]
table-row: [5, 497, 862, 561]
cell-institutional: ফাজিল: [161, 37, 233, 77]
cell-seats: ৬৪: [125, 677, 161, 729]
cell-other-qualification: ক। কোন স্বীকৃত বোর্ড হইতে মাধ্যমিক স্কুল সার্টিফিকেট (এসএসসি) বা সমমানের পরীক্ষায় উত্তীর্ণ হইতে হইবে। খ। কোন স্বীকৃত প্রতিষ্ঠান হইতে বয়লার অপারেটর বিষয়ে সার্টিফিকেট কোর্স সম্পন্ন থাকিতে হইবে। গ। সংশ্লিষ্ট কাজে অন্যূন ২ (দুই) বৎসরের বাস্তব কর্ম অভিজ্ঞতা থাকিতে হইবে।: [233, 401, 518, 449]
cell-other-qualification: ক। কোন স্বীকৃত বোর্ড হইতে বিজ্ঞান বিভাগে অন্যূন জিপিএ ৩.০০সহ মাধ্যমিক স্কুল সার্টিফিকেট (এসএসসি) বা সমমানের পরীক্ষায় উত্তীর্ণ হইতে হইবে। খ। কোন স্বীকৃত প্রতিষ্ঠান হইতে নৌযান মেরামত ও রক্ষণাবেক্ষণ বিষয়ে সার্টিফিকেট থাকিতে হইবে। গ। সংশ্লিষ্ট কাজে অন্যূন ২ (দুই) বৎসরের বাস্তব কর্ম অভিজ্ঞতা থাকিতে হইবে।: [233, 977, 518, 1031]
cell-seats: ০৩: [125, 37, 161, 77]
note-5: ৫। বৈবাহিক অবস্থা: বিবাহিত/অবিবাহিত।: [4, 1584, 117, 1593]
cell-other-qualification: ক। কোন স্বীকৃত বোর্ড হইতে ফাজিল পরীক্ষায় অন্যূন দ্বিতীয় বিভাগে বা সমমানের সিজিপিএতে উত্তীর্ণ। খ। সংশ্লিষ্ট কাজে অন্যূন ২ (দুই) বৎসরের বাস্তব কর্ম অভিজ্ঞতা থাকিতে হইবে।: [233, 37, 518, 77]
cell-pay-scale: জাতীয় বেতন স্কেল ২০১৫ অনুযায়ী ৮২৫০-২০০১০/- টাকা তৎসহ বাড়ী ভাড়া এবং বিধি মোতাবেক প্রাপ্য অন্যান্য সুবিধাদি।: [518, 1341, 788, 1371]
cell-institutional: এইচএসসি/ সমমান পাস: [161, 77, 233, 113]
cell-other-qualification: ক। কোন স্বীকৃত বোর্ড হইতে জুনিয়র স্কুল সার্টিফিকেট (জেএসসি) বা সমমানের পরীক্ষায় উত্তীর্ণ হইতে হইবে। খ। সংশ্লিষ্ট কাজে অন্যূন ২ (দুই) বৎসরের বাস্তব কর্ম অভিজ্ঞতা থাকিতে হইবে।: [233, 1149, 518, 1185]
cell-institutional: এইচএসসি/ সমমান পাস: [161, 323, 233, 353]
cell-seats: ০৫: [125, 1341, 161, 1371]
notice-page: [4, 4, 861, 1593]
header-education: শিক্ষাগত যোগ্যতা: [161, 5, 518, 25]
cell-post-name: যানবাহন চালক (হালকা লাইসেন্সধারী) (পুরুষ): [35, 853, 125, 897]
cell-serial: ২৩।: [5, 1031, 35, 1089]
header-other: অন্যান্য যোগ্যতা: [233, 25, 518, 37]
cell-seats: ০১: [125, 897, 161, 941]
cell-other-qualification: ক। কোন স্বীকৃত বোর্ড হইতে জুনিয়র স্কুল সার্টিফিকেট (জেএসসি) বা সমমানের পরীক্ষায় উত্তীর্ণ হইতে হইবে। খ। সংশ্লিষ্ট কাজে অন্যূন ২ (দুই) বৎসরের বাস্তব কর্ম অভিজ্ঞতা থাকিতে হইবে।: [233, 1311, 518, 1341]
cell-seats: ০২: [125, 977, 161, 1031]
table-row: [5, 1393, 862, 1419]
cell-district: সকল জেলা: [788, 977, 862, 1031]
cell-other-qualification: ক। কোন স্বীকৃত পলিটেকনিক ইনস্টিটিউট হইতে কম্পিউটার/ ইলেকট্রিক্যাল ইঞ্জিনিয়ারিং বিষয়ে ডিপ্লোমা ডিগ্রিসহ কম্পিউটার হার্ডওয়্যার ও নেটওয়ার্কিং বিষয়ে সার্টিফিকেট থাকিতে হইবে। খ। সংশ্লিষ্ট কাজে অন্যূন ১ (এক) বৎসরের বাস্তব কর্ম অভিজ্ঞতা থাকিতে হইবে।: [233, 235, 518, 265]
cell-institutional: জেএসসি/ সমমান পাস: [161, 1445, 233, 1471]
eyesight-title: দৃষ্টিশক্তি:: [467, 1531, 492, 1540]
cell-serial: ১০।: [5, 401, 35, 449]
cell-district: সকল জেলা: [788, 765, 862, 809]
cell-district: সকল জেলা: [788, 619, 862, 677]
cell-serial: ৩২।: [5, 1341, 35, 1371]
cell-pay-scale: জাতীয় বেতন স্কেল ২০১৫ অনুযায়ী ৯৩০০-২২৪৯০/- টাকা তৎসহ বাড়ী ভাড়া এবং বিধি মোতাবেক প্রাপ্য অন্যান্য সুবিধাদি।: [518, 265, 788, 323]
cell-serial: ৩১।: [5, 1311, 35, 1341]
table-row: [5, 353, 862, 401]
cell-institutional: এসএসসি/ সমমান পাস: [161, 619, 233, 677]
table-row: [5, 265, 862, 323]
cell-serial: ১৯।: [5, 853, 35, 897]
cell-serial: ২৮।: [5, 1221, 35, 1251]
cell-post-name: সহকারী ইএম টেকনিশিয়ান (পুরুষ): [35, 497, 125, 561]
cell-post-name: সার্ভেইল্যান্স টেকনিশিয়ান গ্রেড-৪ (পুরুষ): [35, 265, 125, 323]
cell-district: সকল জেলা: [788, 853, 862, 897]
cell-serial: ২৯।: [5, 1251, 35, 1281]
table-row: [5, 157, 862, 205]
cell-other-qualification: ক। কোন স্বীকৃত বোর্ড হইতে বিজ্ঞান বিভাগে অন্যূন জিপিএ ৩.০০সহ মাধ্যমিক স্কুল সার্টিফিকেট (এসএসসি) বা সমমানের পরীক্ষায় উত্তীর্ণ হইতে হইবে। খ। লেদ মেশিন ও ওয়েল্ডিং কাজে অন্যূন ২ (দুই) বৎসরের বাস্তব কর্ম অভিজ্ঞতা থাকিতে হইবে। গ। মেশিন মেরামত ও রক্ষণাবেক্ষণ সংক্রান্ত সার্টিফিকেট কোর্স সম্পন্ন প্রার্থীদের অগ্রাধিকার দেওয়া হইবে।: [233, 1031, 518, 1089]
table-row: [5, 729, 862, 765]
cell-post-name: ইলেক্ট্রো মেডিক্যাল টেকনিশিয়ান (পুরুষ): [35, 809, 125, 853]
cell-serial: ১৫।: [5, 677, 35, 729]
cell-other-qualification: ক। কোন স্বীকৃত বোর্ড হইতে মাধ্যমিক স্কুল সার্টিফিকেট (এসএসসি) বা সমমানের পরীক্ষায় উত্তীর্ণ হইতে হইবে। খ। কোন স্বীকৃত প্রতিষ্ঠান হইতে এসি রক্ষণাবেক্ষণ বিষয়ে সার্টিফিকেট থাকিতে হইবে। গ। সংশ্লিষ্ট কাজে অন্যূন ১ (এক) বৎসরের বাস্তব কর্ম অভিজ্ঞতা থাকিতে হইবে।: [233, 449, 518, 497]
cell-district: সকল জেলা: [788, 1221, 862, 1251]
cell-institutional: এসএসসি/ সমমান পাস: [161, 853, 233, 897]
cell-post-name: যানবাহন চালক (ভারী লাইসেন্সধারী) (পুরুষ): [35, 941, 125, 977]
cell-other-qualification: ক। কোন স্বীকৃত বোর্ড হইতে বিজ্ঞান বিভাগে অন্যূন জিপিএ ৩.০০ সহ মাধ্যমিক স্কুল সার্টিফিকেট (এসএসসি) বা সমমানের পরীক্ষায় উত্তীর্ণ হইতে হইবে। খ। ইন্সট্রুমেন্টেশন অথবা ইলেকট্রনিক্স বিষয়ে তাত্ত্বিক ও ব্যবহারিক কাজের বাস্তব কর্ম অভিজ্ঞতা থাকিতে হইবে। গ। কোন স্বীকৃত কারিগরি প্রশিক্ষণ কেন্দ্র বা ভোকেশনাল ইনস্টিটিউট হইতে ইলেকট্রনিক্স কোর্স সম্পন্ন প্রার্থীদের অগ্রাধিকার দেওয়া হইবে।: [233, 561, 518, 619]
note-3: ৩। শারীরিক যোগ্যতা:: [4, 1484, 861, 1497]
cell-other-qualification: ক। কোন স্বীকৃত বোর্ড হইতে জুনিয়র স্কুল সার্টিফিকেট (জেএসসি) বা সমমানের পরীক্ষায় উত্তীর্ণ হইতে হইবে। খ। কম্পিউটার চালনায় দক্ষতা থাকিতে হইবে।: [233, 1089, 518, 1119]
header-serial: ক্রমিক: [5, 5, 35, 37]
header-pay: বেতন স্কেল: [518, 5, 788, 37]
cell-pay-scale: জাতীয় বেতন স্কেল ২০১৫ অনুযায়ী ৯৩০০-২২৪৯০/- টাকা তৎসহ বাড়ী ভাড়া এবং বিধি মোতাবেক প্রাপ্য অন্যান্য সুবিধাদি।: [518, 353, 788, 401]
cell-post-name: অফিস সহকারী (পুরুষ): [35, 77, 125, 113]
cell-serial: ৫।: [5, 205, 35, 235]
table-row: [5, 1445, 862, 1471]
cell-serial: ৭।: [5, 265, 35, 323]
cell-pay-scale: জাতীয় বেতন স্কেল ২০১৫ অনুযায়ী ৯০০০-২১৮০০/- টাকা তৎসহ বাড়ী ভাড়া এবং বিধি মোতাবেক প্রাপ্য অন্যান্য সুবিধাদি।: [518, 619, 788, 677]
cell-pay-scale: জাতীয় বেতন স্কেল ২০১৫ অনুযায়ী ৯৩০০-২২৪৯০/- টাকা তৎসহ বাড়ী ভাড়া এবং বিধি মোতাবেক প্রাপ্য অন্যান্য সুবিধাদি।: [518, 677, 788, 729]
table-row: [5, 205, 862, 235]
cell-institutional: জেএসসি/ সমমান পাস: [161, 1221, 233, 1251]
cell-other-qualification: ক। কোন স্বীকৃত বোর্ড হইতে মাধ্যমিক স্কুল সার্টিফিকেট (এসএসসি) বা সমমানের পরীক্ষায় উত্তীর্ণ হইতে হইবে। খ। কোন স্বীকৃত প্রতিষ্ঠান হইতে মিডওয়াইফারী সার্টিফিকেট থাকিতে হইবে। গ। সংশ্লিষ্ট কাজে অন্যূন ১ (এক) বৎসরের বাস্তব কর্ম অভিজ্ঞতা থাকিতে হইবে।: [233, 113, 518, 157]
cell-district: সকল জেলা: [788, 323, 862, 353]
cell-seats: ০১: [125, 1445, 161, 1471]
cell-other-qualification: ক। কোন স্বীকৃত বোর্ড হইতে মাধ্যমিক স্কুল সার্টিফিকেট (এসএসসি) বা সমমানের পরীক্ষায় উত্তীর্ণ হইতে হইবে। খ। বৈধ ড্রাইভিং লাইসেন্সধারী হইতে হইবে। গ। জীপ, মাইক্রোবাস, পিকআপ, ট্রাক বা অন্যান্য যানবাহন চালনায় ৩ (তিন) বৎসরের বাস্তব অভিজ্ঞতা থাকিতে হইবে।: [233, 853, 518, 897]
cell-pay-scale: জাতীয় বেতন স্কেল ২০১৫ অনুযায়ী ৮২৫০-২০০১০/- টাকা তৎসহ বাড়ী ভাড়া এবং বিধি মোতাবেক প্রাপ্য অন্যান্য সুবিধাদি।: [518, 1419, 788, 1445]
cell-pay-scale: জাতীয় বেতন স্কেল ২০১৫ অনুযায়ী ৯৩০০-২২৪৯০/- টাকা তৎসহ বাড়ী ভাড়া এবং বিধি মোতাবেক প্রাপ্য অন্যান্য সুবিধাদি।: [518, 729, 788, 765]
cell-seats: ০২: [125, 765, 161, 809]
cell-seats: ০১: [125, 1185, 161, 1221]
cell-seats: ০২: [125, 1149, 161, 1185]
table-row: [5, 941, 862, 977]
cell-district: সকল জেলা: [788, 1089, 862, 1119]
cell-seats: ০১: [125, 561, 161, 619]
cell-serial: ২২।: [5, 977, 35, 1031]
cell-district: সকল জেলা: [788, 265, 862, 323]
table-row: [5, 853, 862, 897]
cell-institutional: জেএসসি/ সমমান পাস: [161, 1371, 233, 1393]
